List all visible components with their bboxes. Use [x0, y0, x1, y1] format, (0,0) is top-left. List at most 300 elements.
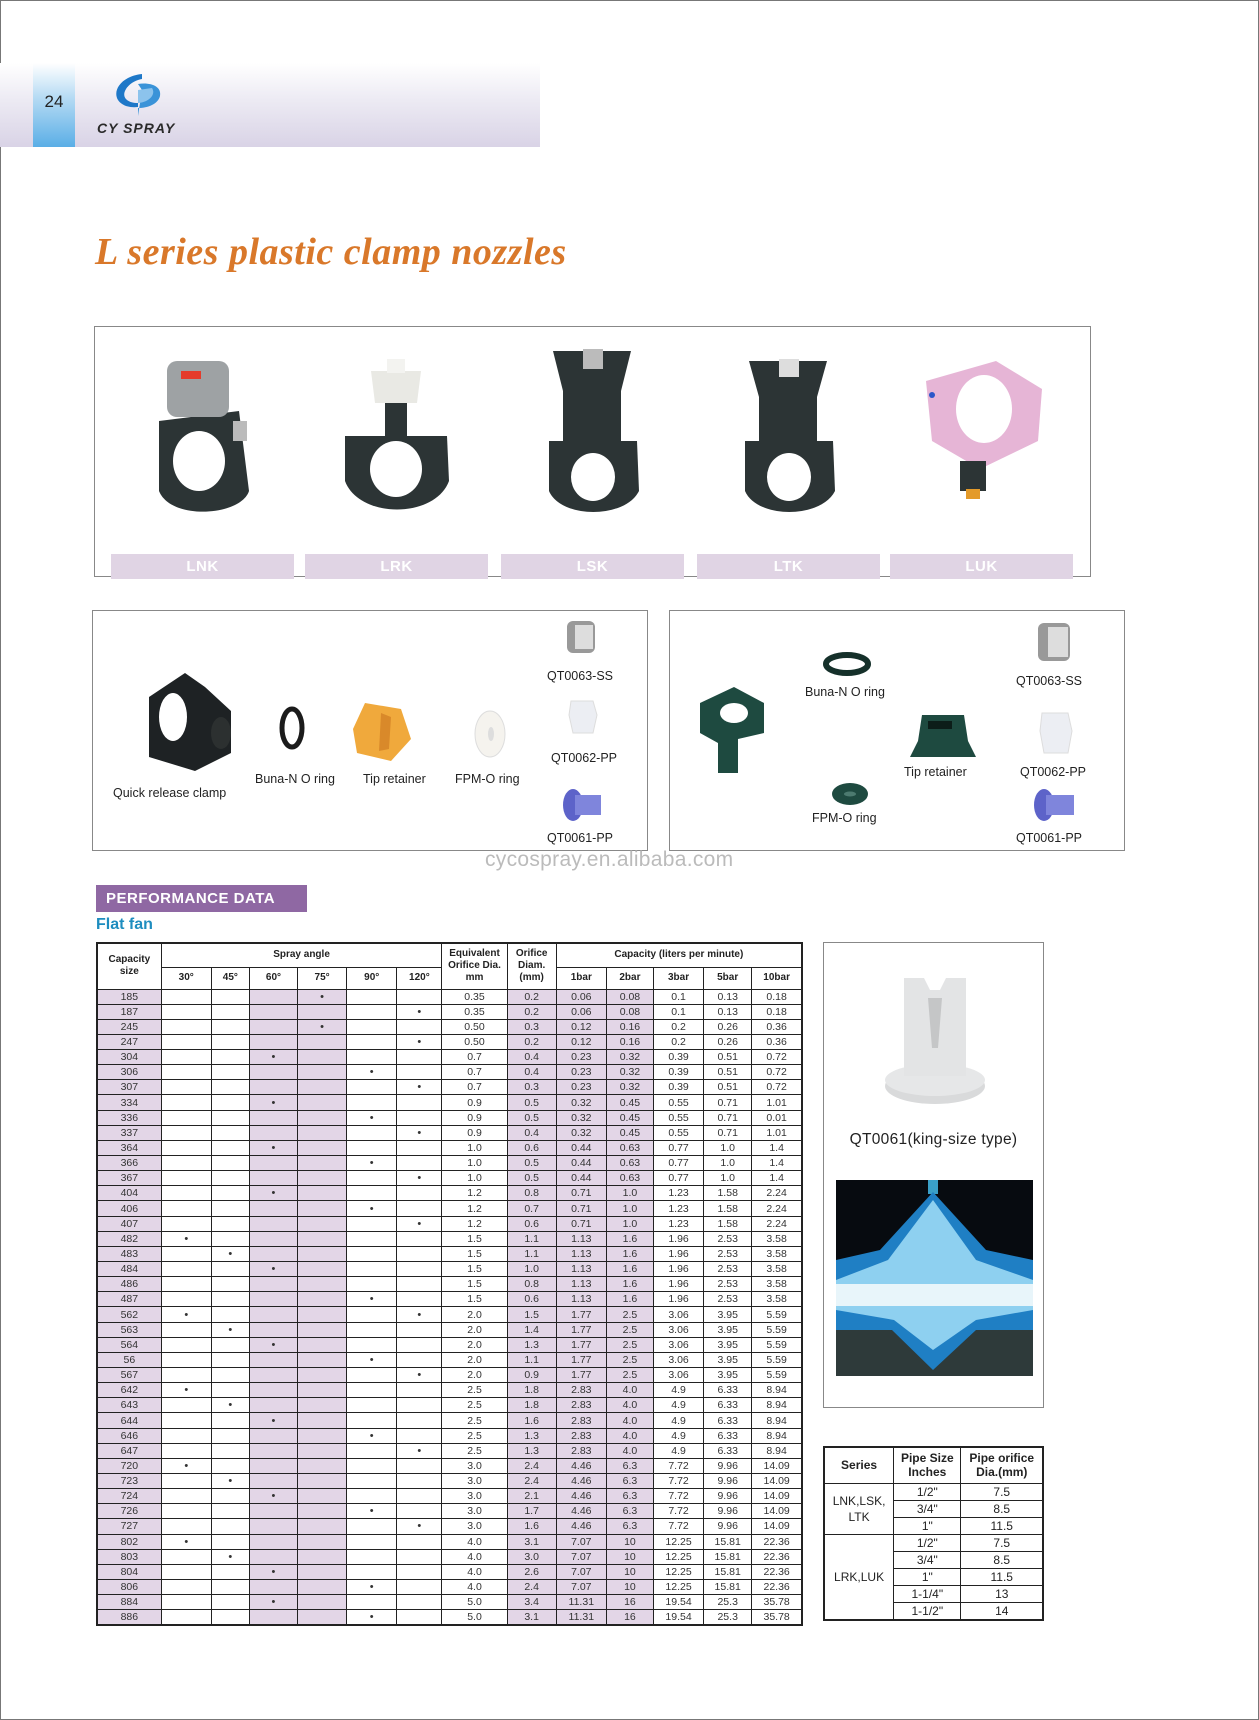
- spray-angle-120-cell: [397, 1352, 442, 1367]
- spray-angle-30-cell: [161, 1246, 211, 1261]
- part-label-qt0061-pp: QT0061-PP: [547, 831, 614, 845]
- capacity-size-cell: 56: [97, 1352, 161, 1367]
- capacity-size-cell: 886: [97, 1610, 161, 1626]
- capacity-1bar-cell: 2.83: [556, 1428, 606, 1443]
- spray-angle-75-cell: [298, 1534, 347, 1549]
- capacity-2bar-cell: 0.08: [606, 989, 653, 1004]
- table-row: [97, 1579, 802, 1594]
- capacity-1bar-cell: 0.23: [556, 1050, 606, 1065]
- spray-angle-120-cell: [397, 1246, 442, 1261]
- equivalent-orifice-cell: 2.0: [442, 1322, 507, 1337]
- spray-angle-75-cell: [298, 1292, 347, 1307]
- pipe-size-cell: 3/4": [894, 1551, 961, 1568]
- capacity-2bar-cell: 0.08: [606, 1004, 653, 1019]
- capacity-size-cell: 803: [97, 1549, 161, 1564]
- spray-angle-30-cell: [161, 1065, 211, 1080]
- spray-angle-120-cell: [397, 989, 442, 1004]
- series-cell: LNK,LSK, LTK: [824, 1483, 894, 1534]
- spray-angle-120-cell: [397, 1156, 442, 1171]
- capacity-10bar-cell: 8.94: [752, 1383, 802, 1398]
- spray-angle-60-cell: [249, 1458, 297, 1473]
- spray-angle-75-cell: [298, 1307, 347, 1322]
- capacity-size-cell: 724: [97, 1489, 161, 1504]
- spray-angle-30-cell: [161, 1080, 211, 1095]
- spray-angle-45-cell: •: [211, 1246, 249, 1261]
- table-row: [97, 1186, 802, 1201]
- part-label-retainer: Tip retainer: [363, 772, 426, 786]
- orifice-diam-cell: 1.1: [507, 1246, 556, 1261]
- spray-angle-120-cell: •: [397, 1307, 442, 1322]
- watermark: cycospray.en.alibaba.com: [485, 848, 734, 871]
- spray-angle-60-cell: [249, 1398, 297, 1413]
- spray-angle-60-cell: [249, 1534, 297, 1549]
- spray-angle-60-cell: [249, 989, 297, 1004]
- part-label-qt0061-pp: QT0061-PP: [1016, 831, 1083, 845]
- product-lineup: [94, 326, 1091, 577]
- header-angle-120: 120°: [397, 967, 442, 989]
- capacity-size-cell: 486: [97, 1277, 161, 1292]
- capacity-3bar-cell: 0.77: [653, 1171, 703, 1186]
- orifice-diam-cell: 3.0: [507, 1549, 556, 1564]
- spray-angle-75-cell: [298, 1262, 347, 1277]
- table-row: [97, 1216, 802, 1231]
- capacity-2bar-cell: 1.0: [606, 1216, 653, 1231]
- spray-angle-75-cell: [298, 1368, 347, 1383]
- spray-angle-30-cell: [161, 1186, 211, 1201]
- spray-angle-90-cell: [347, 1383, 397, 1398]
- capacity-10bar-cell: 35.78: [752, 1610, 802, 1626]
- capacity-1bar-cell: 0.06: [556, 1004, 606, 1019]
- pipe-size-cell: 1/2": [894, 1534, 961, 1551]
- orifice-diam-cell: 0.5: [507, 1110, 556, 1125]
- equivalent-orifice-cell: 4.0: [442, 1549, 507, 1564]
- spray-angle-45-cell: [211, 1443, 249, 1458]
- spray-angle-75-cell: [298, 1125, 347, 1140]
- spray-angle-90-cell: [347, 1398, 397, 1413]
- lrk-clamp-nozzle-image: [325, 341, 468, 521]
- capacity-size-cell: 187: [97, 1004, 161, 1019]
- capacity-3bar-cell: 12.25: [653, 1564, 703, 1579]
- capacity-10bar-cell: 2.24: [752, 1186, 802, 1201]
- capacity-3bar-cell: 1.96: [653, 1277, 703, 1292]
- spray-angle-30-cell: [161, 1019, 211, 1034]
- capacity-1bar-cell: 2.83: [556, 1443, 606, 1458]
- spray-angle-30-cell: [161, 1413, 211, 1428]
- spray-angle-120-cell: [397, 1019, 442, 1034]
- orifice-diam-cell: 0.5: [507, 1156, 556, 1171]
- capacity-5bar-cell: 2.53: [704, 1246, 752, 1261]
- capacity-10bar-cell: 8.94: [752, 1413, 802, 1428]
- spray-angle-90-cell: [347, 1307, 397, 1322]
- capacity-1bar-cell: 4.46: [556, 1489, 606, 1504]
- pipe-size-cell: 3/4": [894, 1500, 961, 1517]
- capacity-5bar-cell: 1.58: [704, 1201, 752, 1216]
- spray-angle-60-cell: [249, 1246, 297, 1261]
- spray-angle-60-cell: •: [249, 1337, 297, 1352]
- header-2bar: 2bar: [606, 967, 653, 989]
- spray-angle-120-cell: [397, 1489, 442, 1504]
- capacity-10bar-cell: 22.36: [752, 1534, 802, 1549]
- header-3bar: 3bar: [653, 967, 703, 989]
- spray-angle-60-cell: [249, 1110, 297, 1125]
- capacity-5bar-cell: 1.0: [704, 1156, 752, 1171]
- spray-angle-60-cell: •: [249, 1564, 297, 1579]
- spray-angle-30-cell: [161, 1368, 211, 1383]
- capacity-2bar-cell: 1.6: [606, 1292, 653, 1307]
- equivalent-orifice-cell: 1.2: [442, 1216, 507, 1231]
- spray-angle-30-cell: •: [161, 1307, 211, 1322]
- equivalent-orifice-cell: 3.0: [442, 1489, 507, 1504]
- spray-angle-90-cell: •: [347, 1065, 397, 1080]
- spray-angle-120-cell: [397, 1095, 442, 1110]
- spray-angle-75-cell: [298, 1610, 347, 1626]
- spray-angle-75-cell: [298, 1322, 347, 1337]
- capacity-size-cell: 307: [97, 1080, 161, 1095]
- spray-angle-60-cell: •: [249, 1186, 297, 1201]
- capacity-2bar-cell: 0.63: [606, 1171, 653, 1186]
- spray-angle-60-cell: [249, 1579, 297, 1594]
- capacity-1bar-cell: 0.32: [556, 1125, 606, 1140]
- capacity-3bar-cell: 19.54: [653, 1595, 703, 1610]
- capacity-2bar-cell: 16: [606, 1595, 653, 1610]
- spray-angle-90-cell: [347, 1519, 397, 1534]
- capacity-3bar-cell: 1.96: [653, 1292, 703, 1307]
- table-row: [97, 1504, 802, 1519]
- table-row: [97, 1352, 802, 1367]
- orifice-diam-cell: 1.3: [507, 1337, 556, 1352]
- product-ltk: [697, 341, 880, 575]
- spray-angle-90-cell: [347, 1125, 397, 1140]
- spray-angle-45-cell: [211, 1201, 249, 1216]
- spray-angle-75-cell: [298, 1489, 347, 1504]
- spray-angle-30-cell: [161, 1140, 211, 1155]
- capacity-2bar-cell: 0.32: [606, 1080, 653, 1095]
- equivalent-orifice-cell: 1.5: [442, 1262, 507, 1277]
- capacity-2bar-cell: 4.0: [606, 1443, 653, 1458]
- spray-angle-90-cell: •: [347, 1292, 397, 1307]
- spray-angle-120-cell: [397, 1579, 442, 1594]
- table-row: [97, 1110, 802, 1125]
- spray-angle-75-cell: [298, 1504, 347, 1519]
- orifice-diam-cell: 0.6: [507, 1292, 556, 1307]
- orifice-diam-cell: 1.7: [507, 1504, 556, 1519]
- header-band: [0, 63, 540, 147]
- capacity-10bar-cell: 0.72: [752, 1065, 802, 1080]
- capacity-1bar-cell: 0.44: [556, 1171, 606, 1186]
- capacity-10bar-cell: 5.59: [752, 1337, 802, 1352]
- spray-angle-30-cell: [161, 1337, 211, 1352]
- pipe-orifice-cell: 14: [961, 1602, 1043, 1620]
- pipe-orifice-cell: 7.5: [961, 1483, 1043, 1500]
- capacity-5bar-cell: 3.95: [704, 1322, 752, 1337]
- spray-angle-90-cell: •: [347, 1428, 397, 1443]
- part-label-qt0062-pp: QT0062-PP: [551, 751, 618, 765]
- orifice-diam-cell: 1.3: [507, 1428, 556, 1443]
- header-angle-90: 90°: [347, 967, 397, 989]
- pipe-orifice-cell: 8.5: [961, 1500, 1043, 1517]
- capacity-size-cell: 563: [97, 1322, 161, 1337]
- spray-angle-45-cell: [211, 1504, 249, 1519]
- spray-angle-30-cell: [161, 1610, 211, 1626]
- qt0061-pp-tip-image: [1032, 787, 1078, 823]
- page-number: 24: [44, 92, 64, 111]
- spray-angle-120-cell: [397, 1564, 442, 1579]
- equivalent-orifice-cell: 5.0: [442, 1610, 507, 1626]
- capacity-5bar-cell: 1.58: [704, 1216, 752, 1231]
- capacity-2bar-cell: 0.45: [606, 1125, 653, 1140]
- spray-angle-60-cell: [249, 1368, 297, 1383]
- capacity-10bar-cell: 0.36: [752, 1034, 802, 1049]
- spray-angle-120-cell: •: [397, 1171, 442, 1186]
- capacity-5bar-cell: 9.96: [704, 1519, 752, 1534]
- spray-angle-60-cell: •: [249, 1050, 297, 1065]
- header-5bar: 5bar: [704, 967, 752, 989]
- capacity-10bar-cell: 3.58: [752, 1231, 802, 1246]
- capacity-3bar-cell: 3.06: [653, 1352, 703, 1367]
- capacity-10bar-cell: 8.94: [752, 1398, 802, 1413]
- spray-angle-75-cell: •: [298, 1019, 347, 1034]
- equivalent-orifice-cell: 4.0: [442, 1579, 507, 1594]
- spray-angle-60-cell: [249, 1504, 297, 1519]
- orifice-diam-cell: 2.4: [507, 1474, 556, 1489]
- equivalent-orifice-cell: 2.5: [442, 1398, 507, 1413]
- spray-angle-45-cell: [211, 1579, 249, 1594]
- orifice-diam-cell: 0.8: [507, 1277, 556, 1292]
- equivalent-orifice-cell: 2.5: [442, 1428, 507, 1443]
- capacity-1bar-cell: 2.83: [556, 1413, 606, 1428]
- equivalent-orifice-cell: 0.7: [442, 1050, 507, 1065]
- product-lnk: [111, 341, 294, 575]
- buna-n-o-ring-image: [279, 705, 305, 751]
- spray-angle-45-cell: [211, 1352, 249, 1367]
- table-row: [97, 1246, 802, 1261]
- equivalent-orifice-cell: 2.5: [442, 1443, 507, 1458]
- capacity-3bar-cell: 0.2: [653, 1019, 703, 1034]
- capacity-1bar-cell: 7.07: [556, 1534, 606, 1549]
- equivalent-orifice-cell: 3.0: [442, 1474, 507, 1489]
- spray-angle-45-cell: [211, 1171, 249, 1186]
- capacity-10bar-cell: 5.59: [752, 1307, 802, 1322]
- capacity-1bar-cell: 0.32: [556, 1110, 606, 1125]
- capacity-size-cell: 406: [97, 1201, 161, 1216]
- orifice-diam-cell: 1.8: [507, 1398, 556, 1413]
- spray-angle-90-cell: [347, 1534, 397, 1549]
- capacity-size-cell: 482: [97, 1231, 161, 1246]
- header-angle-45: 45°: [211, 967, 249, 989]
- spray-angle-30-cell: [161, 1428, 211, 1443]
- capacity-3bar-cell: 12.25: [653, 1579, 703, 1594]
- header-series: Series: [824, 1447, 894, 1483]
- capacity-size-cell: 646: [97, 1428, 161, 1443]
- capacity-3bar-cell: 0.77: [653, 1140, 703, 1155]
- orifice-diam-cell: 0.4: [507, 1065, 556, 1080]
- spray-angle-75-cell: [298, 1474, 347, 1489]
- capacity-size-cell: 487: [97, 1292, 161, 1307]
- capacity-size-cell: 404: [97, 1186, 161, 1201]
- spray-angle-45-cell: [211, 1034, 249, 1049]
- spray-angle-120-cell: [397, 1186, 442, 1201]
- spray-angle-90-cell: [347, 1337, 397, 1352]
- spray-angle-90-cell: [347, 1277, 397, 1292]
- capacity-2bar-cell: 6.3: [606, 1504, 653, 1519]
- spray-angle-60-cell: [249, 1231, 297, 1246]
- capacity-size-cell: 723: [97, 1474, 161, 1489]
- capacity-5bar-cell: 15.81: [704, 1549, 752, 1564]
- spray-angle-45-cell: [211, 1065, 249, 1080]
- table-row: [97, 1277, 802, 1292]
- capacity-size-cell: 804: [97, 1564, 161, 1579]
- spray-angle-30-cell: [161, 1110, 211, 1125]
- table-row: [97, 1292, 802, 1307]
- spray-angle-45-cell: [211, 1277, 249, 1292]
- spray-angle-75-cell: [298, 1216, 347, 1231]
- capacity-2bar-cell: 1.0: [606, 1201, 653, 1216]
- spray-angle-120-cell: •: [397, 1034, 442, 1049]
- spray-angle-120-cell: •: [397, 1216, 442, 1231]
- spray-angle-60-cell: [249, 1065, 297, 1080]
- capacity-10bar-cell: 3.58: [752, 1277, 802, 1292]
- table-row: [97, 1489, 802, 1504]
- spray-angle-90-cell: [347, 1489, 397, 1504]
- spray-angle-90-cell: •: [347, 1110, 397, 1125]
- spray-angle-75-cell: [298, 1564, 347, 1579]
- capacity-5bar-cell: 0.71: [704, 1110, 752, 1125]
- table-row: [97, 1443, 802, 1458]
- spray-angle-30-cell: [161, 1171, 211, 1186]
- part-label-oring: Buna-N O ring: [805, 685, 885, 699]
- capacity-size-cell: 644: [97, 1413, 161, 1428]
- spray-angle-90-cell: [347, 1564, 397, 1579]
- capacity-3bar-cell: 3.06: [653, 1368, 703, 1383]
- spray-angle-90-cell: [347, 1458, 397, 1473]
- spray-angle-75-cell: [298, 1383, 347, 1398]
- pipe-orifice-cell: 8.5: [961, 1551, 1043, 1568]
- spray-angle-90-cell: [347, 1050, 397, 1065]
- capacity-3bar-cell: 0.77: [653, 1156, 703, 1171]
- orifice-diam-cell: 0.5: [507, 1171, 556, 1186]
- capacity-size-cell: 802: [97, 1534, 161, 1549]
- page-title: L series plastic clamp nozzles: [95, 231, 567, 273]
- spray-angle-60-cell: •: [249, 1413, 297, 1428]
- capacity-1bar-cell: 7.07: [556, 1579, 606, 1594]
- spray-angle-60-cell: [249, 1610, 297, 1626]
- capacity-2bar-cell: 2.5: [606, 1322, 653, 1337]
- capacity-10bar-cell: 3.58: [752, 1262, 802, 1277]
- spray-angle-75-cell: [298, 1095, 347, 1110]
- capacity-3bar-cell: 0.39: [653, 1050, 703, 1065]
- spray-angle-90-cell: [347, 1474, 397, 1489]
- tip-retainer-image: [351, 699, 415, 765]
- capacity-3bar-cell: 4.9: [653, 1413, 703, 1428]
- capacity-1bar-cell: 0.71: [556, 1216, 606, 1231]
- capacity-2bar-cell: 4.0: [606, 1398, 653, 1413]
- capacity-2bar-cell: 4.0: [606, 1413, 653, 1428]
- equivalent-orifice-cell: 3.0: [442, 1458, 507, 1473]
- spray-angle-60-cell: •: [249, 1140, 297, 1155]
- capacity-3bar-cell: 4.9: [653, 1398, 703, 1413]
- capacity-10bar-cell: 5.59: [752, 1368, 802, 1383]
- capacity-size-cell: 337: [97, 1125, 161, 1140]
- product-lsk: [501, 341, 684, 575]
- header-spray-angle: Spray angle: [161, 943, 442, 967]
- capacity-10bar-cell: 1.4: [752, 1140, 802, 1155]
- capacity-3bar-cell: 1.23: [653, 1201, 703, 1216]
- spray-angle-120-cell: [397, 1458, 442, 1473]
- header-orifice-diam: Orifice Diam. (mm): [507, 943, 556, 989]
- orifice-diam-cell: 0.3: [507, 1080, 556, 1095]
- spray-angle-30-cell: [161, 1398, 211, 1413]
- capacity-10bar-cell: 14.09: [752, 1474, 802, 1489]
- spray-angle-45-cell: [211, 989, 249, 1004]
- spray-angle-45-cell: [211, 1216, 249, 1231]
- capacity-size-cell: 484: [97, 1262, 161, 1277]
- spray-angle-90-cell: [347, 1140, 397, 1155]
- spray-angle-75-cell: [298, 1549, 347, 1564]
- capacity-2bar-cell: 2.5: [606, 1352, 653, 1367]
- spray-angle-30-cell: [161, 1034, 211, 1049]
- spray-angle-60-cell: [249, 1171, 297, 1186]
- equivalent-orifice-cell: 0.9: [442, 1095, 507, 1110]
- spray-angle-75-cell: [298, 1443, 347, 1458]
- orifice-diam-cell: 2.4: [507, 1458, 556, 1473]
- spray-angle-30-cell: [161, 1489, 211, 1504]
- capacity-10bar-cell: 3.58: [752, 1292, 802, 1307]
- performance-data-label: PERFORMANCE DATA: [96, 885, 307, 912]
- spray-angle-30-cell: [161, 1004, 211, 1019]
- capacity-size-cell: 367: [97, 1171, 161, 1186]
- capacity-1bar-cell: 0.71: [556, 1186, 606, 1201]
- spray-angle-30-cell: [161, 1322, 211, 1337]
- spray-angle-30-cell: [161, 1050, 211, 1065]
- spray-angle-90-cell: •: [347, 1579, 397, 1594]
- equivalent-orifice-cell: 3.0: [442, 1519, 507, 1534]
- spray-angle-75-cell: [298, 1428, 347, 1443]
- spray-angle-60-cell: •: [249, 1095, 297, 1110]
- capacity-10bar-cell: 2.24: [752, 1201, 802, 1216]
- spray-angle-45-cell: [211, 1140, 249, 1155]
- capacity-1bar-cell: 0.44: [556, 1156, 606, 1171]
- spray-angle-60-cell: [249, 1383, 297, 1398]
- capacity-5bar-cell: 9.96: [704, 1504, 752, 1519]
- spray-angle-75-cell: [298, 1458, 347, 1473]
- capacity-3bar-cell: 0.1: [653, 1004, 703, 1019]
- capacity-1bar-cell: 1.77: [556, 1352, 606, 1367]
- performance-table-body: [97, 989, 802, 1625]
- spray-angle-120-cell: [397, 1110, 442, 1125]
- capacity-10bar-cell: 14.09: [752, 1458, 802, 1473]
- spray-angle-75-cell: [298, 1156, 347, 1171]
- spray-angle-30-cell: •: [161, 1458, 211, 1473]
- spray-angle-45-cell: [211, 1095, 249, 1110]
- spray-angle-60-cell: [249, 1125, 297, 1140]
- capacity-size-cell: 483: [97, 1246, 161, 1261]
- spray-angle-45-cell: [211, 1337, 249, 1352]
- spray-angle-60-cell: [249, 1474, 297, 1489]
- spray-angle-90-cell: [347, 1549, 397, 1564]
- capacity-2bar-cell: 2.5: [606, 1307, 653, 1322]
- spray-angle-90-cell: [347, 1034, 397, 1049]
- spray-angle-45-cell: [211, 1080, 249, 1095]
- capacity-2bar-cell: 1.6: [606, 1231, 653, 1246]
- spray-angle-45-cell: [211, 1231, 249, 1246]
- spray-angle-30-cell: [161, 1519, 211, 1534]
- capacity-10bar-cell: 5.59: [752, 1352, 802, 1367]
- orifice-diam-cell: 2.4: [507, 1579, 556, 1594]
- capacity-3bar-cell: 1.23: [653, 1216, 703, 1231]
- table-row: [97, 1534, 802, 1549]
- spray-angle-45-cell: [211, 1019, 249, 1034]
- capacity-10bar-cell: 1.01: [752, 1095, 802, 1110]
